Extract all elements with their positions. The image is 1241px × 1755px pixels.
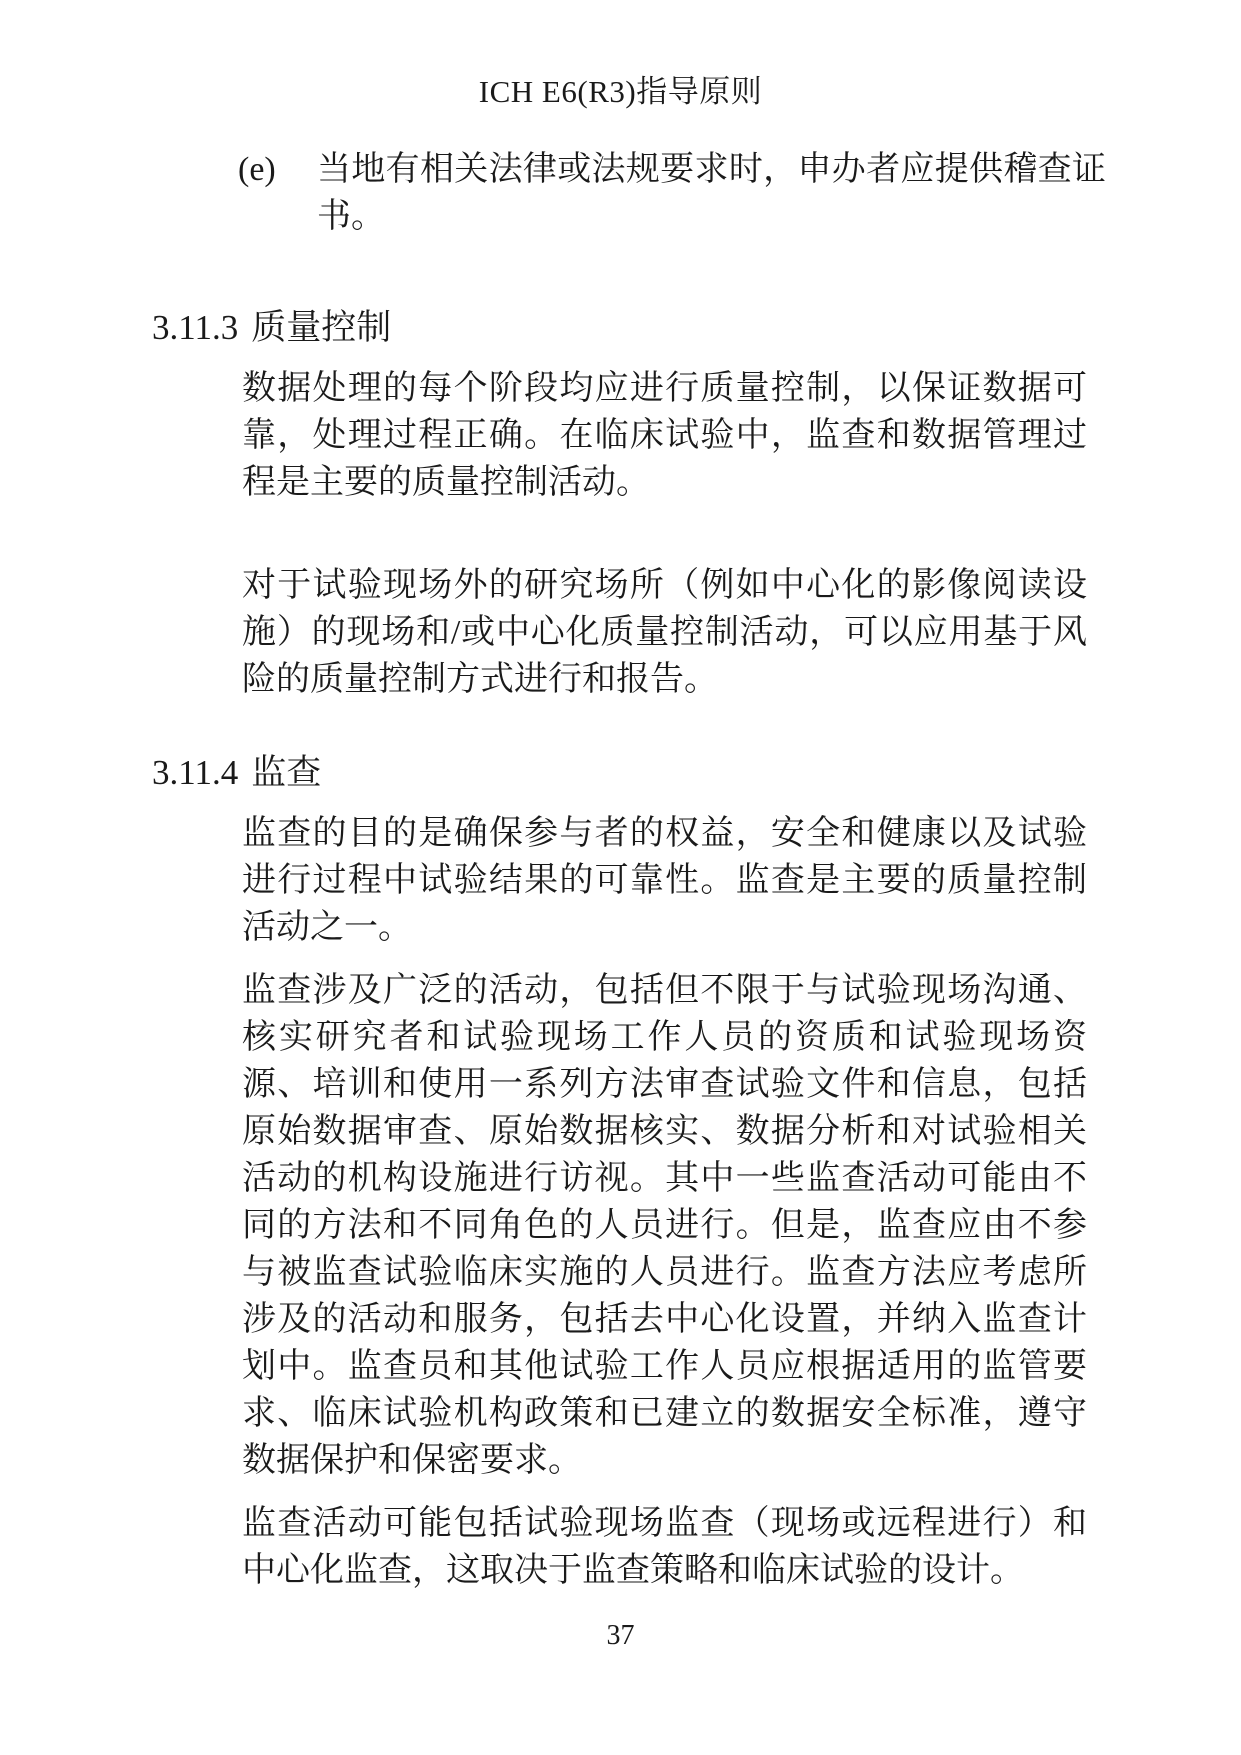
list-item-text: 当地有相关法律或法规要求时，申办者应提供稽查证书。 — [317, 151, 1106, 235]
paragraph-quality-control-1: 数据处理的每个阶段均应进行质量控制，以保证数据可靠，处理过程正确。在临床试验中，监查和数据管理过程是主要的质量控制活动。 — [242, 370, 1087, 501]
list-item-e — [238, 146, 1106, 240]
section-title: 监查 — [251, 753, 322, 792]
section-title: 质量控制 — [251, 308, 392, 347]
page-number: 37 — [606, 1620, 635, 1651]
paragraph-monitoring-1: 监查的目的是确保参与者的权益，安全和健康以及试验进行过程中试验结果的可靠性。监查是主要的质量控制活动之一。 — [242, 815, 1087, 946]
list-item-marker: (e) — [238, 151, 276, 188]
paragraph-monitoring-2: 监查涉及广泛的活动，包括但不限于与试验现场沟通、核实研究者和试验现场工作人员的资质和试验现场资源、培训和使用一系列方法审查试验文件和信息，包括原始数据审查、原始数据核实、数据分析和对试验相关活动的机构设施进行访视。其中一些监查活动可能由不同的方法和不同角色的人员进行。但是，监查应由不参与被监查试验临床实施的人员进行。监查方法应考虑所涉及的活动和服务，包括去中心化设置，并纳入监查计划中。监查员和其他试验工作人员应根据适用的监管要求、临床试验机构政策和已建立的数据安全标准，遵守数据保护和保密要求。 — [242, 972, 1087, 1479]
document-header-title: ICH E6(R3)指导原则 — [478, 74, 763, 109]
section-heading-3-11-4 — [152, 749, 1241, 796]
paragraph-monitoring-3: 监查活动可能包括试验现场监查（现场或远程进行）和中心化监查，这取决于监查策略和临床试验的设计。 — [242, 1505, 1087, 1589]
paragraph-quality-control-2: 对于试验现场外的研究场所（例如中心化的影像阅读设施）的现场和/或中心化质量控制活动，可以应用基于风险的质量控制方式进行和报告。 — [242, 567, 1087, 698]
section-heading-3-11-3 — [152, 304, 1241, 351]
section-number: 3.11.4 — [152, 753, 239, 792]
section-number: 3.11.3 — [152, 308, 239, 347]
